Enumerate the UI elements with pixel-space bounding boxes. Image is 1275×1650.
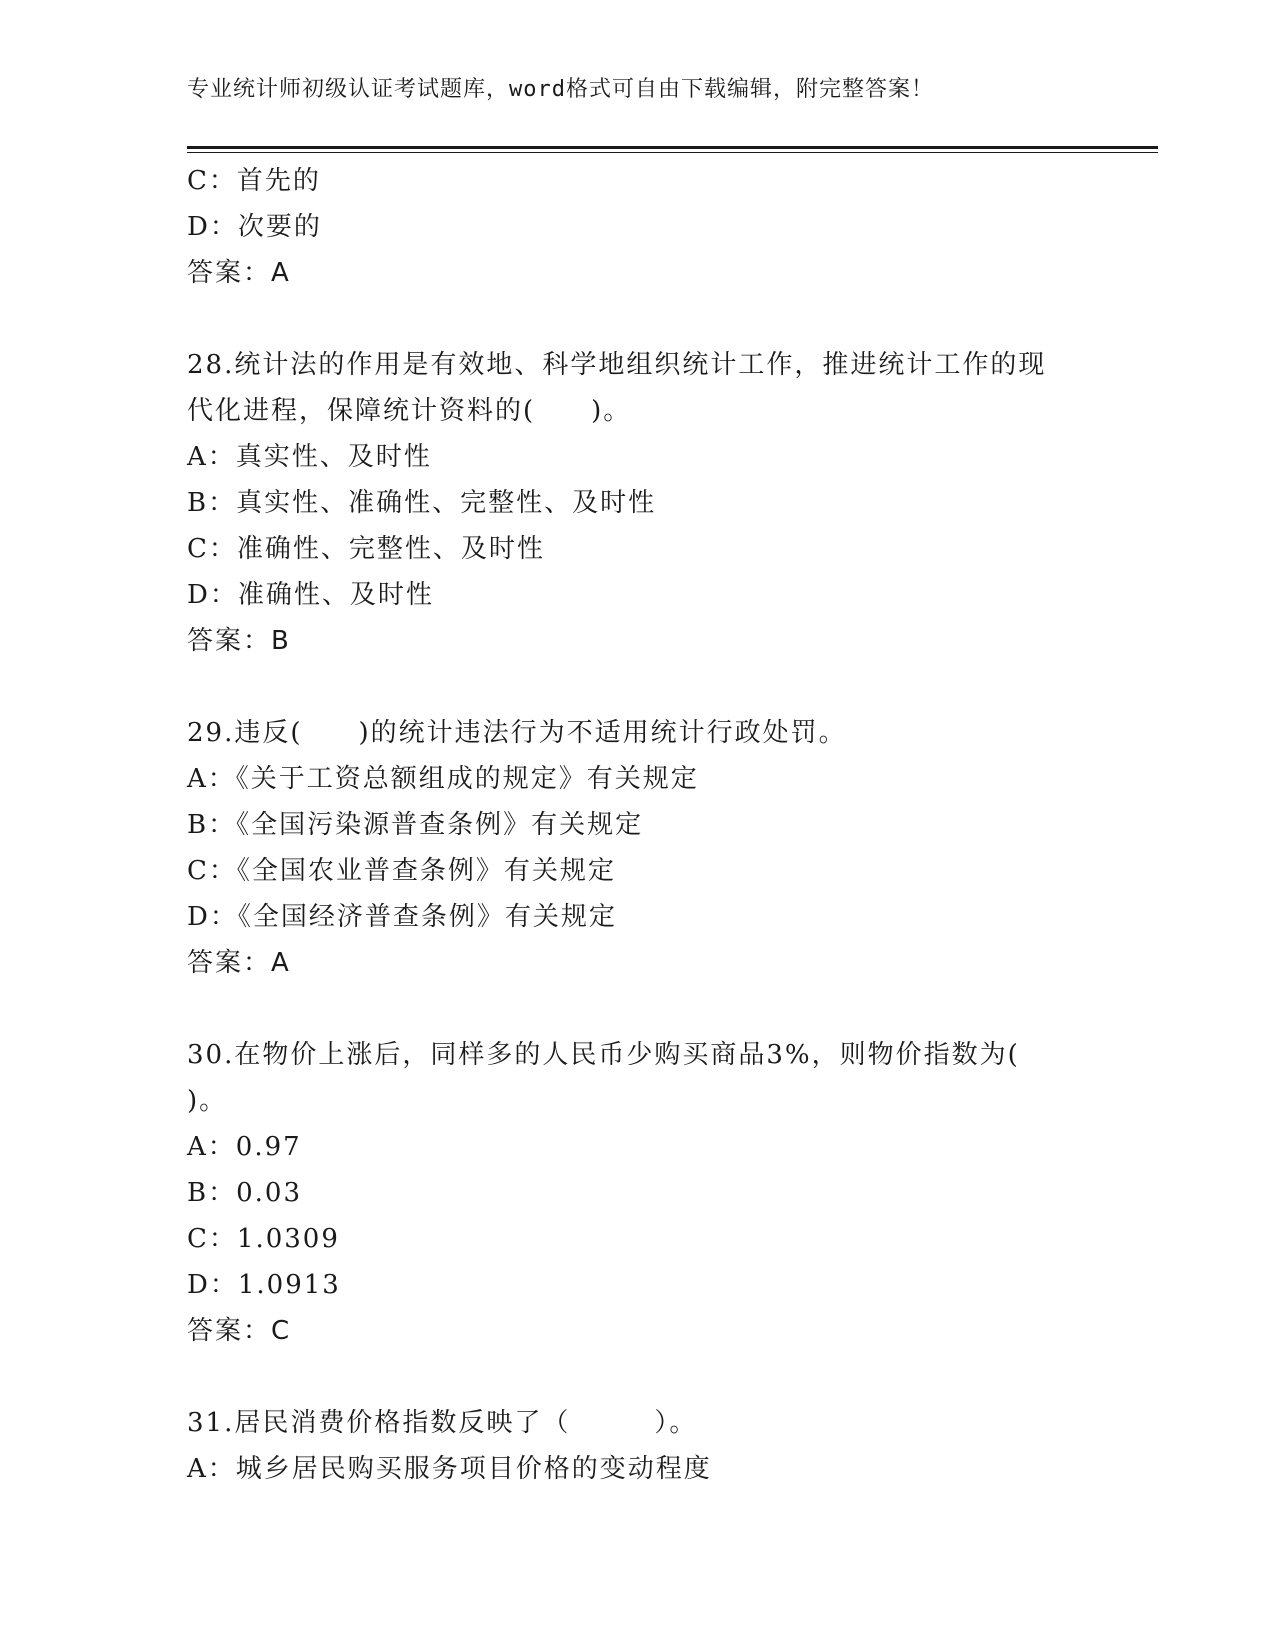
option-text: 《关于工资总额组成的规定》有关规定 — [235, 764, 699, 794]
option-text: 0.97 — [235, 1132, 302, 1162]
question-stem: 30.在物价上涨后，同样多的人民币少购买商品3%，则物价指数为( — [187, 1040, 1020, 1070]
option-line — [187, 1216, 1087, 1262]
option-line — [187, 434, 1087, 480]
option-label: D： — [187, 580, 238, 610]
option-text: 准确性、完整性、及时性 — [236, 534, 545, 564]
option-label: C： — [187, 1224, 237, 1254]
option-line — [187, 802, 1087, 848]
option-text: 准确性、及时性 — [237, 580, 434, 610]
option-line — [187, 480, 1087, 526]
option-label: B： — [187, 488, 237, 518]
option-label: B： — [187, 810, 237, 840]
option-line — [187, 1446, 1087, 1492]
question-stem: 代化进程，保障统计资料的( )。 — [187, 396, 632, 426]
option-text: 《全国经济普查条例》有关规定 — [237, 902, 617, 932]
option-label: A： — [187, 1132, 236, 1162]
option-line — [187, 204, 1087, 250]
option-text: 次要的 — [237, 212, 322, 242]
option-label: D： — [187, 212, 238, 242]
question-29 — [187, 710, 1087, 986]
question-stem: 31.居民消费价格指数反映了（ ）。 — [187, 1408, 698, 1438]
option-line — [187, 1262, 1087, 1308]
option-text: 《全国农业普查条例》有关规定 — [236, 856, 616, 886]
header-divider — [187, 146, 1158, 153]
option-text: 首先的 — [236, 166, 321, 196]
answer-line: 答案：C — [187, 1316, 292, 1346]
option-label: B： — [187, 1178, 237, 1208]
option-label: A： — [187, 1454, 236, 1484]
question-content — [187, 158, 1087, 1492]
option-text: 城乡居民购买服务项目价格的变动程度 — [235, 1454, 712, 1484]
question-stem: )。 — [187, 1086, 228, 1116]
option-line — [187, 572, 1087, 618]
option-label: D： — [187, 1270, 238, 1300]
option-text: 0.03 — [236, 1178, 302, 1208]
question-stem: 29.违反( )的统计违法行为不适用统计行政处罚。 — [187, 718, 847, 748]
page-header: 专业统计师初级认证考试题库，word格式可自由下载编辑，附完整答案！ — [187, 77, 934, 102]
option-text: 1.0913 — [237, 1270, 341, 1300]
option-line — [187, 158, 1087, 204]
answer-line: 答案：A — [187, 948, 291, 978]
answer-line: 答案：A — [187, 258, 291, 288]
question-30 — [187, 1032, 1087, 1354]
option-label: A： — [187, 764, 236, 794]
question-stem: 28.统计法的作用是有效地、科学地组织统计工作，推进统计工作的现 — [187, 350, 1047, 380]
option-line — [187, 756, 1087, 802]
option-label: C： — [187, 534, 237, 564]
option-label: C： — [187, 166, 237, 196]
option-line — [187, 1124, 1087, 1170]
partial-question — [187, 158, 1087, 296]
option-line — [187, 894, 1087, 940]
option-text: 1.0309 — [236, 1224, 340, 1254]
question-31 — [187, 1400, 1087, 1492]
option-label: A： — [187, 442, 236, 472]
option-line — [187, 848, 1087, 894]
option-line — [187, 526, 1087, 572]
option-line — [187, 1170, 1087, 1216]
option-label: D： — [187, 902, 238, 932]
answer-line: 答案：B — [187, 626, 291, 656]
option-text: 《全国污染源普查条例》有关规定 — [236, 810, 644, 840]
option-text: 真实性、及时性 — [235, 442, 432, 472]
option-text: 真实性、准确性、完整性、及时性 — [236, 488, 657, 518]
option-label: C： — [187, 856, 237, 886]
question-28 — [187, 342, 1087, 664]
